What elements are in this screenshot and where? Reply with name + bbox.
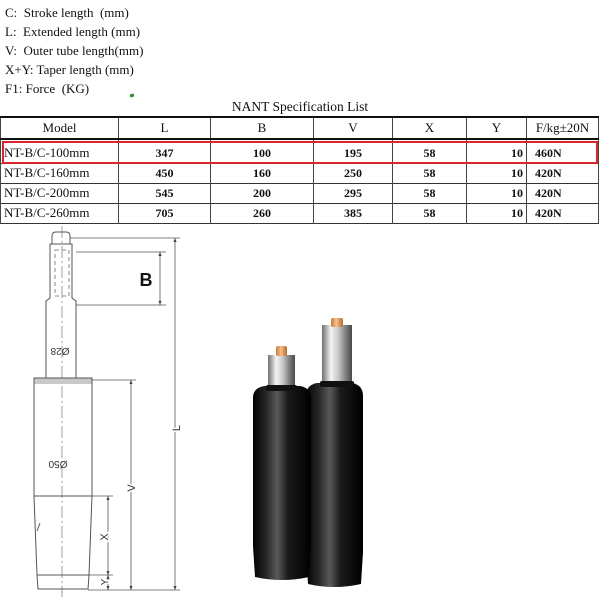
label-b: B <box>139 270 153 290</box>
tube-taper <box>34 496 92 575</box>
cell-x: 58 <box>393 203 467 223</box>
cylinder-tall <box>306 318 363 587</box>
table-row <box>1 203 599 223</box>
cell-y: 10 <box>467 183 527 203</box>
cell-x: 58 <box>393 183 467 203</box>
cell-v: 295 <box>314 183 393 203</box>
cylinder-short-collar <box>266 385 297 391</box>
cylinder-tall-rod <box>322 325 352 388</box>
legend-stroke-length: C: Stroke length (mm) <box>5 5 129 20</box>
cell-force: 460N <box>527 139 599 163</box>
label-tube-diameter: Ø50 <box>48 458 68 469</box>
header-x: X <box>393 117 467 139</box>
cell-v: 195 <box>314 139 393 163</box>
cell-force: 420N <box>527 183 599 203</box>
cylinder-tall-cap <box>331 318 343 327</box>
row-highlight-box <box>2 141 598 164</box>
cell-b: 200 <box>211 183 314 203</box>
cell-v: 250 <box>314 163 393 183</box>
label-v: V <box>126 484 138 492</box>
cell-model: NT-B/C-260mm <box>1 203 119 223</box>
tube-tick <box>37 523 40 531</box>
cell-model: NT-B/C-160mm <box>1 163 119 183</box>
cell-l: 705 <box>119 203 211 223</box>
header-l: L <box>119 117 211 139</box>
label-x: X <box>99 533 111 541</box>
cell-force: 420N <box>527 163 599 183</box>
cell-x: 58 <box>393 139 467 163</box>
label-y: Y <box>100 578 111 586</box>
cell-x: 58 <box>393 163 467 183</box>
table-title: NANT Specification List <box>231 99 369 114</box>
tube-bottom <box>37 575 89 589</box>
header-model: Model <box>1 117 119 139</box>
cylinder-tall-body <box>306 383 363 587</box>
technical-drawing <box>0 224 200 600</box>
cylinder-outline <box>34 232 92 589</box>
cell-y: 10 <box>467 203 527 223</box>
cell-b: 100 <box>211 139 314 163</box>
cell-l: 450 <box>119 163 211 183</box>
stray-mark <box>130 93 135 97</box>
label-l: L <box>171 424 183 432</box>
cylinder-tall-collar <box>320 381 354 387</box>
header-v: V <box>314 117 393 139</box>
cell-model: NT-B/C-200mm <box>1 183 119 203</box>
header-y: Y <box>467 117 527 139</box>
label-rod-diameter: Ø28 <box>50 345 70 356</box>
legend-outer-tube-length: V: Outer tube length(mm) <box>5 43 144 58</box>
product-photo <box>240 312 380 596</box>
cell-b: 160 <box>211 163 314 183</box>
legend-taper-length: X+Y: Taper length (mm) <box>5 62 134 77</box>
cell-l: 347 <box>119 139 211 163</box>
legend-force: F1: Force (KG) <box>5 81 90 96</box>
piston-rod <box>46 244 76 378</box>
tube-collar-band <box>34 378 92 384</box>
cell-l: 545 <box>119 183 211 203</box>
dimension-lines <box>70 238 180 590</box>
cell-force: 420N <box>527 203 599 223</box>
cell-b: 260 <box>211 203 314 223</box>
cell-model: NT-B/C-100mm <box>1 139 119 163</box>
header-b: B <box>211 117 314 139</box>
rod-cap <box>52 232 70 244</box>
outer-tube <box>34 378 92 496</box>
table-row <box>1 163 599 183</box>
cylinder-short-body <box>253 386 311 580</box>
table-header-row <box>1 117 599 139</box>
cell-y: 10 <box>467 139 527 163</box>
cylinder-short-cap <box>276 346 287 356</box>
cylinder-short <box>253 346 311 580</box>
cell-v: 385 <box>314 203 393 223</box>
header-force: F/kg±20N <box>527 117 599 139</box>
legend-extended-length: L: Extended length (mm) <box>5 24 141 39</box>
spec-table <box>0 116 599 224</box>
cell-y: 10 <box>467 163 527 183</box>
table-row <box>1 183 599 203</box>
